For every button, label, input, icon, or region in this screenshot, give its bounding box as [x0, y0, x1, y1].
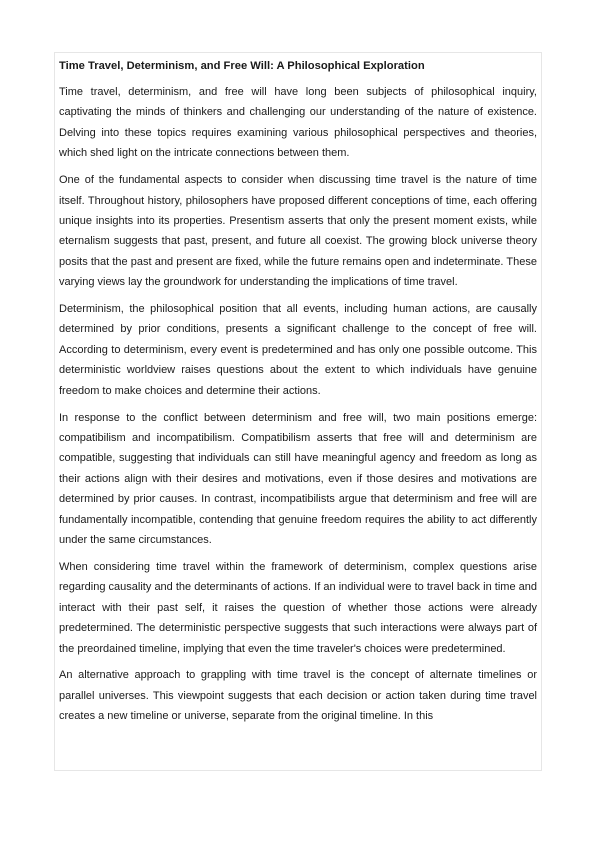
paragraph-determinism: Determinism, the philosophical position that all events, including human actions, are causally determined by prior conditions, presents a significant challenge to the concept of free will. According to determinism, every event is predetermined and has only one possible outcome. This deterministic worldview raises questions about the extent to which individuals have genuine freedom to make choices and determine their actions.: [59, 303, 537, 397]
paragraph-time-travel-causality: When considering time travel within the framework of determinism, complex questions arise regarding causality and the determinants of actions. If an individual were to travel back in time and interact with their past self, it raises the question of whether those actions were already predetermined. The deterministic perspective suggests that such interactions were always part of the preordained timeline, implying that even the time traveler's choices were predetermined.: [59, 560, 537, 655]
paragraph-alternate-timelines: An alternative approach to grappling with time travel is the concept of alternate timelines or parallel universes. This viewpoint suggests that each decision or action taken during time travel creates a new timeline or universe, separate from the original timeline. In this: [59, 669, 537, 723]
paragraph-intro: Time travel, determinism, and free will have long been subjects of philosophical inquiry, captivating the minds of thinkers and challenging our understanding of the nature of existence. Delving into these topics requires examining various philosophical perspectives and theories, which shed light on the intricate connections between them.: [59, 86, 537, 160]
document-page: [54, 52, 542, 771]
paragraph-nature-of-time: One of the fundamental aspects to consider when discussing time travel is the nature of time itself. Throughout history, philosophers have proposed different conceptions of time, each offering unique insights into its properties. Presentism asserts that only the present moment exists, while eternalism suggests that past, present, and future all coexist. The growing block universe theory posits that the past and present are fixed, while the future remains open and indeterminate. These varying views lay the groundwork for understanding the implications of time travel.: [59, 174, 537, 289]
document-content: [55, 53, 541, 727]
document-title: Time Travel, Determinism, and Free Will: A Philosophical Exploration: [59, 60, 425, 72]
paragraph-compatibilism: In response to the conflict between determinism and free will, two main positions emerge: compatibilism and incompatibilism. Compatibilism asserts that free will and determinism are compatible, suggesting that individuals can still have meaningful agency and freedom as long as their actions align with their desires and motivations, even if those desires and motivations are determined by prior causes. In contrast, incompatibilists argue that determinism and free will are fundamentally incompatible, contending that genuine freedom requires the ability to act differently under the same circumstances.: [59, 411, 537, 547]
